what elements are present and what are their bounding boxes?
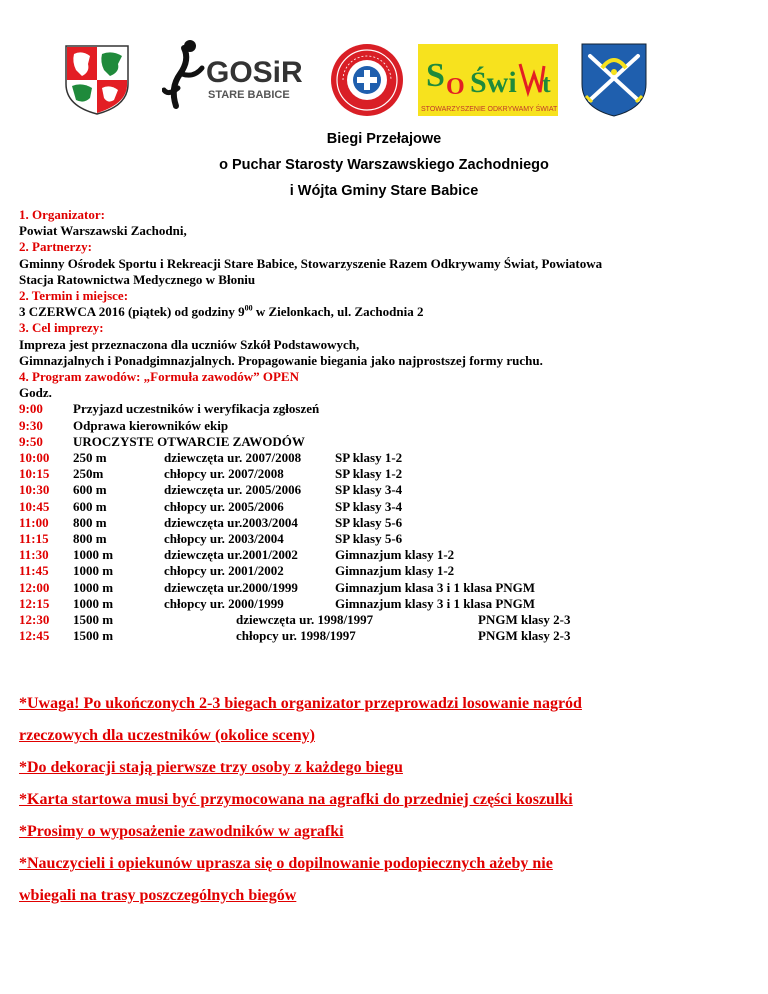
- title-line-2: o Puchar Starosty Warszawskiego Zachodniego: [219, 157, 549, 173]
- note-line: [19, 720, 749, 752]
- title-line-1: Biegi Przełajowe: [326, 131, 442, 147]
- schedule-distance: 800 m: [73, 531, 107, 547]
- partners-heading: 2. Partnerzy:: [19, 239, 92, 255]
- program-heading: 4. Program zawodów: „Formuła zawodów” OPEN: [19, 369, 299, 385]
- goal-text-2: Gimnazjalnych i Ponadgimnazjalnych. Propagowanie biegania jako najprostszej formy ruchu.: [19, 352, 543, 368]
- schedule-time: 11:00: [19, 514, 49, 530]
- schedule-time: 11:15: [19, 531, 49, 547]
- note-line: [19, 752, 749, 784]
- note-text: *Karta startowa musi być przymocowana na agrafki do przedniej części koszulki: [19, 791, 573, 808]
- schedule-distance: 1500 m: [73, 628, 114, 644]
- logo-bar: [0, 34, 768, 119]
- schedule-row: [19, 547, 570, 563]
- gosir-logo: [162, 38, 322, 118]
- note-text: rzeczowych dla uczestników (okolice sceny): [19, 727, 315, 744]
- schedule-time: 10:30: [19, 482, 50, 498]
- schedule-row: [19, 596, 570, 612]
- schedule-category: dziewczęta ur.2000/1999: [164, 579, 298, 595]
- schedule-category: chłopcy ur. 2000/1999: [164, 595, 284, 611]
- schedule-time: 10:45: [19, 498, 50, 514]
- goal-text-1: Impreza jest przeznaczona dla uczniów Szkół Podstawowych,: [19, 336, 360, 352]
- schedule-row-late: [19, 628, 570, 644]
- svg-text:O: O: [446, 74, 465, 100]
- schedule-group: Gimnazjum klasy 1-2: [335, 547, 455, 563]
- note-text: *Do dekoracji stają pierwsze trzy osoby z każdego biegu: [19, 759, 403, 776]
- schedule-text: UROCZYSTE OTWARCIE ZAWODÓW: [73, 433, 305, 449]
- note-text: *Nauczycieli i opiekunów uprasza się o dopilnowanie podopiecznych ażeby nie: [19, 855, 553, 872]
- schedule-row: [19, 515, 570, 531]
- schedule-group: Gimnazjum klasy 1-2: [335, 563, 455, 579]
- schedule-time: 9:00: [19, 401, 43, 417]
- schedule-text: Odprawa kierowników ekip: [73, 417, 229, 433]
- schedule-group: SP klasy 3-4: [335, 498, 403, 514]
- schedule-category: chłopcy ur. 2007/2008: [164, 466, 284, 482]
- schedule-distance: 1000 m: [73, 595, 114, 611]
- organizer-text: Powiat Warszawski Zachodni,: [19, 223, 187, 239]
- note-line: [19, 880, 749, 912]
- notes-block: [19, 688, 749, 912]
- schedule-category: dziewczęta ur. 2007/2008: [164, 450, 302, 466]
- schedule-group: PNGM klasy 2-3: [478, 628, 571, 644]
- schedule-row: [19, 499, 570, 515]
- schedule-distance: 600 m: [73, 482, 107, 498]
- note-line: [19, 784, 749, 816]
- schedule-row: [19, 466, 570, 482]
- schedule-intro-row: [19, 401, 570, 417]
- schedule-time: 12:45: [19, 628, 50, 644]
- schedule-distance: 250 m: [73, 450, 107, 466]
- date-text: [19, 304, 749, 320]
- document-body: [19, 207, 749, 644]
- schedule-row: [19, 563, 570, 579]
- partners-text-1: Gminny Ośrodek Sportu i Rekreacji Stare Babice, Stowarzyszenie Razem Odkrywamy Świat, Powiatowa: [19, 255, 603, 271]
- schedule-group: Gimnazjum klasa 3 i 1 klasa PNGM: [335, 579, 536, 595]
- goal-heading: 3. Cel imprezy:: [19, 320, 104, 336]
- schedule-text: Przyjazd uczestników i weryfikacja zgłoszeń: [73, 401, 320, 417]
- gosir-brand-text: GOSiR: [206, 56, 303, 89]
- schedule-distance: 1500 m: [73, 612, 114, 628]
- note-text: *Prosimy o wyposażenie zawodników w agrafki: [19, 823, 344, 840]
- schedule-time: 12:15: [19, 595, 50, 611]
- hours-label: Godz.: [19, 385, 52, 401]
- date-text-sup: 00: [244, 303, 253, 313]
- schedule-row: [19, 531, 570, 547]
- svg-text:S: S: [426, 57, 445, 94]
- note-line: [19, 816, 749, 848]
- partners-text-2: Stacja Ratownictwa Medycznego w Błoniu: [19, 271, 256, 287]
- schedule-distance: 250m: [73, 466, 104, 482]
- gosir-sub-text: STARE BABICE: [208, 89, 290, 101]
- note-text: *Uwaga! Po ukończonych 2-3 biegach organizator przeprowadzi losowanie nagród: [19, 695, 582, 712]
- ratownictwo-medyczne-logo: [329, 42, 405, 118]
- schedule-distance: 1000 m: [73, 563, 114, 579]
- svg-text:Świ: Świ: [470, 66, 517, 99]
- schedule-intro-row: [19, 434, 570, 450]
- schedule-category: dziewczęta ur.2003/2004: [164, 514, 298, 530]
- schedule-time: 10:00: [19, 450, 50, 466]
- schedule-late-cell: [164, 628, 570, 644]
- schedule-time: 11:30: [19, 547, 49, 563]
- schedule-group: SP klasy 5-6: [335, 531, 403, 547]
- schedule-time: 9:30: [19, 417, 43, 433]
- schedule-group: SP klasy 5-6: [335, 514, 403, 530]
- schedule-group: SP klasy 1-2: [335, 466, 403, 482]
- schedule-intro-row: [19, 418, 570, 434]
- schedule-category: chłopcy ur. 1998/1997: [236, 628, 356, 644]
- note-line: [19, 848, 749, 880]
- note-text: wbiegali na trasy poszczególnych biegów: [19, 887, 297, 904]
- schedule-row: [19, 450, 570, 466]
- powiat-coat-of-arms-logo: [64, 44, 130, 116]
- schedule-distance: 1000 m: [73, 547, 114, 563]
- svg-text:t: t: [542, 69, 551, 98]
- swiat-caption-text: STOWARZYSZENIE ODKRYWAMY ŚWIAT: [421, 106, 558, 113]
- schedule-category: chłopcy ur. 2003/2004: [164, 531, 284, 547]
- schedule-time: 9:50: [19, 433, 43, 449]
- gmina-coat-of-arms-logo: [580, 42, 648, 118]
- title-block: [0, 126, 768, 204]
- title-line-3: i Wójta Gminy Stare Babice: [289, 183, 479, 199]
- schedule-group: PNGM klasy 2-3: [478, 612, 571, 628]
- schedule-late-cell: [164, 612, 570, 628]
- schedule-distance: 800 m: [73, 514, 107, 530]
- note-line: [19, 688, 749, 720]
- schedule-time: 12:00: [19, 579, 50, 595]
- schedule-row: [19, 580, 570, 596]
- schedule-row-late: [19, 612, 570, 628]
- odkrywamy-swiat-logo: [418, 44, 558, 116]
- schedule-group: Gimnazjum klasy 3 i 1 klasa PNGM: [335, 595, 536, 611]
- schedule-row: [19, 482, 570, 498]
- schedule-distance: 1000 m: [73, 579, 114, 595]
- schedule-category: dziewczęta ur. 2005/2006: [164, 482, 302, 498]
- date-text-a: 3 CZERWCA 2016 (piątek) od godziny 9: [19, 304, 245, 320]
- schedule-category: chłopcy ur. 2005/2006: [164, 498, 284, 514]
- schedule-group: SP klasy 3-4: [335, 482, 403, 498]
- schedule-time: 11:45: [19, 563, 49, 579]
- schedule-category: dziewczęta ur.2001/2002: [164, 547, 298, 563]
- schedule-category: dziewczęta ur. 1998/1997: [236, 612, 374, 628]
- schedule-distance: 600 m: [73, 498, 107, 514]
- schedule-group: SP klasy 1-2: [335, 450, 403, 466]
- schedule-category: chłopcy ur. 2001/2002: [164, 563, 284, 579]
- organizer-heading: 1. Organizator:: [19, 207, 105, 222]
- date-heading: 2. Termin i miejsce:: [19, 288, 129, 304]
- schedule-time: 12:30: [19, 612, 50, 628]
- schedule-table: [19, 401, 570, 644]
- date-text-b: w Zielonkach, ul. Zachodnia 2: [252, 304, 424, 320]
- schedule-time: 10:15: [19, 466, 50, 482]
